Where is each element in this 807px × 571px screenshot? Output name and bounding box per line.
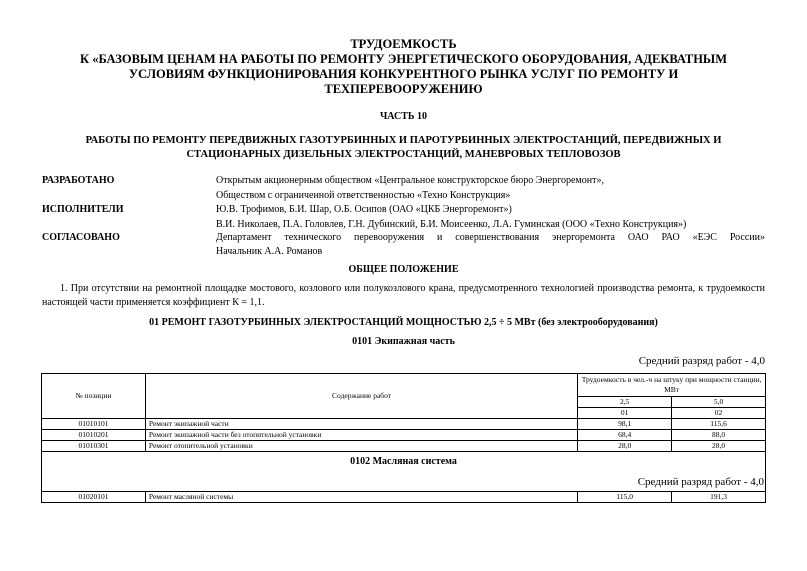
row-value-2: 28,0	[672, 441, 766, 452]
grade-0101: Средний разряд работ - 4,0	[638, 355, 765, 367]
header-code-1: 01	[578, 408, 672, 419]
row-value-2: 191,3	[672, 492, 766, 503]
row-position: 01010201	[42, 430, 146, 441]
grade-0102: Средний разряд работ - 4,0	[637, 476, 764, 488]
agreed-line-1: Департамент технического перевооружения и совершенствования энергоремонта ОАО РАО «ЕЭС России»	[216, 232, 765, 243]
general-heading: ОБЩЕЕ ПОЛОЖЕНИЕ	[348, 264, 459, 275]
table-row	[42, 441, 766, 452]
table-row	[42, 430, 766, 441]
doc-title-line-2: К «БАЗОВЫМ ЦЕНАМ НА РАБОТЫ ПО РЕМОНТУ ЭНЕРГЕТИЧЕСКОГО ОБОРУДОВАНИЯ, АДЕКВАТНЫМ	[80, 52, 727, 66]
header-power-2: 5,0	[672, 397, 766, 408]
header-code-2: 02	[672, 408, 766, 419]
row-content: Ремонт отопительной установки	[145, 441, 577, 452]
row-value-2: 115,6	[672, 419, 766, 430]
executors-line-2: В.И. Николаев, П.А. Головлев, Г.Н. Дубинский, Б.И. Моисеенко, Л.А. Гуминская (ООО «Техно Конструкция»)	[216, 219, 687, 230]
header-position: № позиции	[42, 374, 146, 419]
executors-line-1: Ю.В. Трофимов, Б.И. Шар, О.Б. Осипов (ОАО «ЦКБ Энергоремонт»)	[216, 204, 512, 215]
general-paragraph: 1. При отсутствии на ремонтной площадке мостового, козлового или полукозлового крана, предусмотренного технологией производства ремонта, к трудоемкости настоящей части применяется коэффициент К = 1,1.	[42, 283, 765, 308]
row-value-2: 88,0	[672, 430, 766, 441]
row-value-1: 28,0	[578, 441, 672, 452]
part-number: ЧАСТЬ 10	[379, 111, 428, 122]
row-value-1: 115,0	[578, 492, 672, 503]
row-value-1: 98,1	[578, 419, 672, 430]
doc-title-line-3: УСЛОВИЯМ ФУНКЦИОНИРОВАНИЯ КОНКУРЕНТНОГО РЫНКА УСЛУГ ПО РЕМОНТУ И	[128, 67, 679, 81]
header-labor: Трудоемкость в чел.-ч на штуку при мощности станции, МВт	[578, 374, 766, 397]
part-subtitle-line-2: СТАЦИОНАРНЫХ ДИЗЕЛЬНЫХ ЭЛЕКТРОСТАНЦИЙ, МАНЕВРОВЫХ ТЕПЛОВОЗОВ	[186, 149, 621, 160]
header-power-1: 2,5	[578, 397, 672, 408]
table-row	[42, 492, 766, 503]
row-content: Ремонт масляной системы	[145, 492, 577, 503]
header-content: Содержание работ	[145, 374, 577, 419]
row-position: 01010101	[42, 419, 146, 430]
labor-table	[41, 373, 766, 503]
subsection-0102-band	[42, 452, 766, 492]
developed-line-1: Открытым акционерным обществом «Центральное конструкторское бюро Энергоремонт»,	[216, 175, 604, 186]
subsection-0101-heading: 0101 Экипажная часть	[352, 336, 455, 347]
developed-line-2: Обществом с ограниченной ответственностью «Техно Конструкция»	[216, 190, 511, 201]
row-content: Ремонт экипажной части	[145, 419, 577, 430]
subsection-0102-heading: 0102 Масляная система	[350, 456, 457, 467]
agreed-line-2: Начальник А.А. Романов	[216, 246, 323, 257]
table-header-row	[42, 374, 766, 397]
row-position: 01010301	[42, 441, 146, 452]
section-01-heading: 01 РЕМОНТ ГАЗОТУРБИННЫХ ЭЛЕКТРОСТАНЦИЙ МОЩНОСТЬЮ 2,5 ÷ 5 МВт (без электрооборудования)	[149, 317, 658, 328]
agreed-label: СОГЛАСОВАНО	[42, 232, 120, 243]
row-content: Ремонт экипажной части без отопительной установки	[145, 430, 577, 441]
part-subtitle-line-1: РАБОТЫ ПО РЕМОНТУ ПЕРЕДВИЖНЫХ ГАЗОТУРБИННЫХ И ПАРОТУРБИННЫХ ЭЛЕКТРОСТАНЦИЙ, ПЕРЕДВИЖНЫХ И	[85, 135, 722, 146]
row-position: 01020101	[42, 492, 146, 503]
executors-label: ИСПОЛНИТЕЛИ	[42, 204, 124, 215]
developed-label: РАЗРАБОТАНО	[42, 175, 115, 186]
doc-title-line-4: ТЕХПЕРЕВООРУЖЕНИЮ	[324, 82, 483, 96]
doc-title-line-1: ТРУДОЕМКОСТЬ	[350, 37, 457, 51]
table-row	[42, 419, 766, 430]
row-value-1: 68,4	[578, 430, 672, 441]
